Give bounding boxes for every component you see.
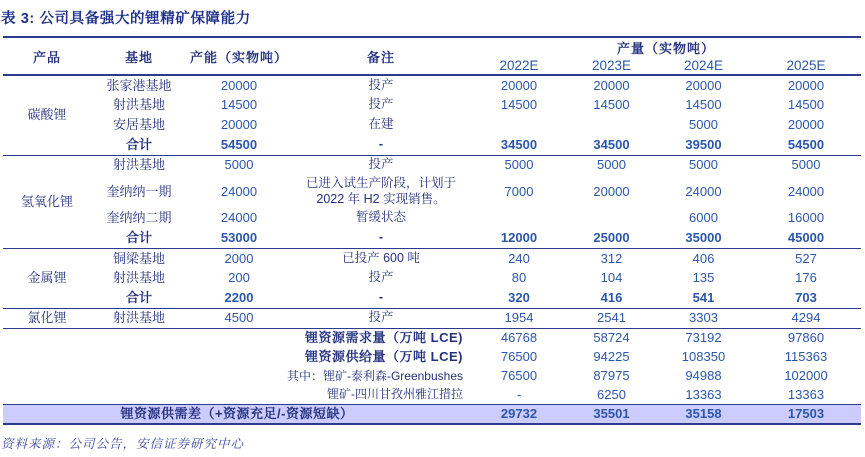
value-cell: 3303 <box>689 310 718 326</box>
capacity-cell: 2000 <box>224 250 254 266</box>
header-row-1 <box>3 37 861 57</box>
value-cell: 406 <box>692 250 715 266</box>
value-cell: 1954 <box>504 310 534 326</box>
table-row <box>3 208 861 228</box>
value-cell: 527 <box>795 250 817 266</box>
product-cell: 氢氧化锂 <box>20 193 73 209</box>
subtotal-row <box>3 135 861 155</box>
col-header-production-group: 产量（实物吨） <box>617 41 716 56</box>
value-cell: 14500 <box>500 97 538 113</box>
base-cell: 射洪基地 <box>112 310 165 326</box>
table-row <box>3 248 861 268</box>
table-row <box>3 115 861 135</box>
value-cell: 20000 <box>787 77 825 93</box>
value-cell: 176 <box>795 270 817 286</box>
value-cell: 17503 <box>787 406 825 422</box>
value-cell: 102000 <box>784 367 828 383</box>
capacity-cell: 14500 <box>220 97 258 113</box>
base-cell: 射洪基地 <box>112 97 165 113</box>
base-cell: 合计 <box>125 230 152 246</box>
value-cell: 34500 <box>500 136 538 152</box>
base-cell: 安居基地 <box>112 117 165 133</box>
value-cell: 80 <box>511 270 527 286</box>
remark-cell: 投产 <box>368 270 394 285</box>
col-header-2025e: 2025E <box>786 58 826 73</box>
value-cell: 703 <box>795 290 817 306</box>
col-header-remark: 备注 <box>366 49 395 65</box>
value-cell: 14500 <box>787 97 825 113</box>
summary-label: 锂资源需求量（万吨 LCE) <box>305 330 463 346</box>
value-cell: 54500 <box>787 136 825 152</box>
value-cell: 7000 <box>504 183 534 199</box>
value-cell: 76500 <box>500 348 538 364</box>
table-title: 表 3: 公司具备强大的锂精矿保障能力 <box>1 11 251 27</box>
remark-cell: 已进入试生产阶段，计划于 2022 年 H2 实现销售。 <box>305 176 456 206</box>
value-cell: 416 <box>600 290 623 306</box>
value-cell: 16000 <box>787 210 825 226</box>
col-header-base: 基地 <box>124 49 153 65</box>
remark-cell: - <box>378 136 384 151</box>
value-cell: 12000 <box>500 230 538 246</box>
capacity-cell: 200 <box>228 270 250 286</box>
base-cell: 奎纳纳一期 <box>106 183 172 199</box>
col-header-2023e: 2023E <box>591 58 632 73</box>
value-cell: 58724 <box>593 330 630 346</box>
value-cell: 94225 <box>593 348 630 364</box>
base-cell: 铜梁基地 <box>112 250 165 266</box>
value-cell <box>567 208 656 228</box>
value-cell: 20000 <box>593 183 630 199</box>
demand-row <box>3 328 861 347</box>
value-cell: 46768 <box>500 330 538 346</box>
col-header-2024e: 2024E <box>683 58 724 73</box>
capacity-cell: 20000 <box>220 77 258 93</box>
gap-label: 锂资源供需差（+资源充足/-资源短缺） <box>120 406 354 422</box>
summary-sublabel: 其中：锂矿-泰利森-Greenbushes <box>286 368 463 383</box>
value-cell: 29732 <box>500 406 538 422</box>
base-cell: 奎纳纳二期 <box>106 210 172 226</box>
supply-detail-row <box>3 385 861 404</box>
value-cell: 35000 <box>685 230 722 246</box>
supply-demand-gap-row <box>3 404 861 424</box>
remark-cell: 投产 <box>368 157 394 172</box>
value-cell: 2541 <box>597 310 626 326</box>
col-header-2022e: 2022E <box>499 58 539 73</box>
value-cell: 6000 <box>689 210 718 226</box>
value-cell: 5000 <box>504 157 534 173</box>
value-cell <box>471 208 567 228</box>
value-cell: 87975 <box>593 367 630 383</box>
value-cell: 35158 <box>685 406 722 422</box>
value-cell: 20000 <box>685 77 722 93</box>
product-cell: 氯化锂 <box>27 310 67 326</box>
table-row <box>3 75 861 95</box>
remark-cell: - <box>378 230 384 245</box>
value-cell: 312 <box>600 250 623 266</box>
capacity-cell: 54500 <box>220 136 258 152</box>
summary-sublabel: 锂矿-四川甘孜州雅江措拉 <box>327 387 463 402</box>
value-cell: 4294 <box>791 310 821 326</box>
value-cell: - <box>516 386 522 402</box>
remark-cell: 暂缓状态 <box>355 210 406 225</box>
base-cell: 合计 <box>125 136 152 152</box>
base-cell: 射洪基地 <box>112 157 165 173</box>
value-cell: 13363 <box>685 386 722 402</box>
capacity-cell: 53000 <box>220 230 258 246</box>
table-row <box>3 175 861 208</box>
supply-detail-row <box>3 366 861 385</box>
value-cell: 135 <box>692 270 715 286</box>
value-cell: 6250 <box>597 386 626 402</box>
capacity-cell: 4500 <box>224 310 254 326</box>
remark-cell: 在建 <box>368 117 394 132</box>
value-cell: 5000 <box>689 157 718 173</box>
subtotal-row <box>3 288 861 308</box>
value-cell: 5000 <box>597 157 626 173</box>
remark-cell: 已投产 600 吨 <box>342 250 420 265</box>
capacity-cell: 24000 <box>220 183 258 199</box>
value-cell: 20000 <box>593 77 630 93</box>
value-cell: 97860 <box>787 330 825 346</box>
value-cell: 35501 <box>593 406 630 422</box>
value-cell: 73192 <box>685 330 722 346</box>
value-cell: 115363 <box>784 348 828 364</box>
table-row <box>3 268 861 288</box>
remark-cell: 投产 <box>368 310 394 325</box>
remark-cell: - <box>378 290 384 305</box>
value-cell <box>567 115 656 135</box>
lithium-capacity-table <box>3 36 861 425</box>
value-cell: 104 <box>600 270 623 286</box>
table-row <box>3 95 861 115</box>
value-cell: 14500 <box>685 97 722 113</box>
value-cell: 25000 <box>593 230 630 246</box>
supply-row <box>3 347 861 366</box>
value-cell: 5000 <box>689 117 718 133</box>
value-cell: 24000 <box>787 183 825 199</box>
product-cell: 金属锂 <box>27 270 67 286</box>
value-cell: 240 <box>508 250 530 266</box>
table-row <box>3 155 861 175</box>
value-cell: 320 <box>508 290 530 306</box>
remark-cell: 投产 <box>368 97 394 112</box>
value-cell: 14500 <box>593 97 630 113</box>
table-row <box>3 308 861 328</box>
summary-label: 锂资源供给量（万吨 LCE) <box>305 348 463 364</box>
value-cell: 20000 <box>500 77 538 93</box>
capacity-cell: 2200 <box>224 290 254 306</box>
value-cell: 5000 <box>791 157 821 173</box>
value-cell: 541 <box>692 290 715 306</box>
capacity-cell: 20000 <box>220 117 258 133</box>
value-cell: 45000 <box>787 230 825 246</box>
base-cell: 张家港基地 <box>106 77 172 93</box>
value-cell: 34500 <box>593 136 630 152</box>
value-cell <box>471 115 567 135</box>
capacity-cell: 5000 <box>224 157 254 173</box>
value-cell: 13363 <box>787 386 825 402</box>
value-cell: 39500 <box>685 136 722 152</box>
col-header-product: 产品 <box>32 49 61 65</box>
value-cell: 76500 <box>500 367 538 383</box>
value-cell: 24000 <box>685 183 722 199</box>
product-cell: 碳酸锂 <box>27 107 67 123</box>
subtotal-row <box>3 228 861 248</box>
capacity-cell: 24000 <box>220 210 258 226</box>
base-cell: 射洪基地 <box>112 270 165 286</box>
remark-cell: 投产 <box>368 77 394 92</box>
base-cell: 合计 <box>125 290 152 306</box>
col-header-capacity: 产能（实物吨） <box>189 49 288 65</box>
value-cell: 20000 <box>787 117 825 133</box>
value-cell: 94988 <box>685 367 722 383</box>
value-cell: 108350 <box>681 348 726 364</box>
source-note: 资料来源：公司公告，安信证券研究中心 <box>1 437 245 451</box>
table-header <box>3 37 861 75</box>
